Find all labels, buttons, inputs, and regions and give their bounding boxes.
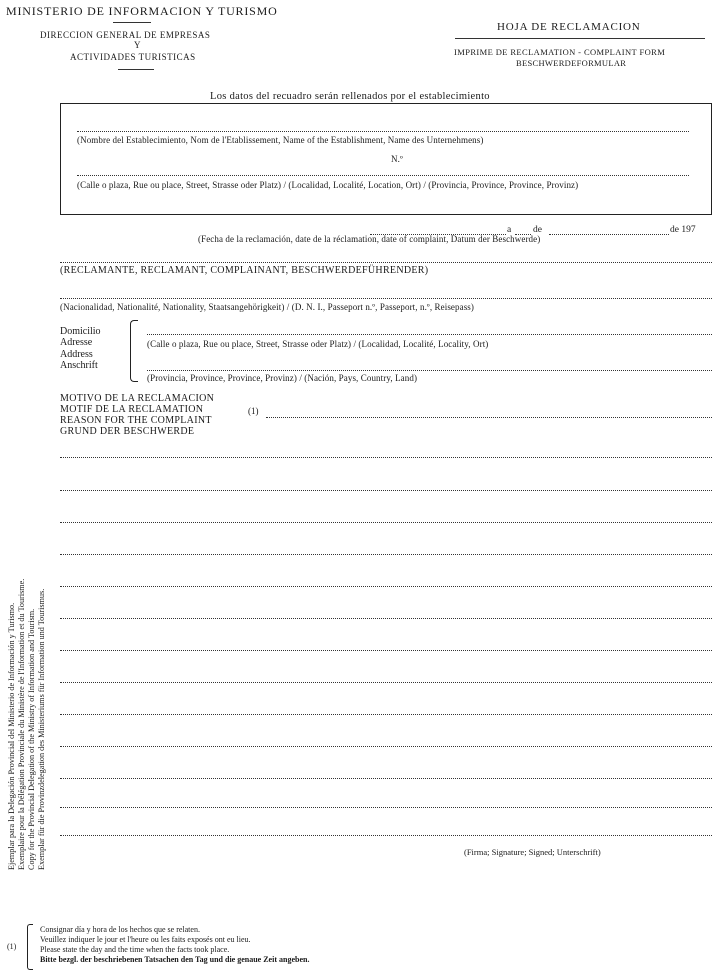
copy-designation [6,430,50,870]
claimant-country-label: (Provincia, Province, Province, Provinz) / (Nación, Pays, Country, Land) [147,373,418,383]
footnote-reference: (1) [248,406,259,416]
complaint-line[interactable] [60,554,712,555]
direction-line-2: ACTIVIDADES TURISTICAS [70,52,196,62]
nationality-field[interactable] [60,298,712,299]
footnote-line: Please state the day and the time when the facts took place. [40,945,230,954]
domicile-label: Anschrift [60,360,98,371]
claimant-label: (RECLAMANTE, RECLAMANT, COMPLAINANT, BESCHWERDEFÜHRENDER) [60,265,429,276]
claimant-address-field[interactable] [147,334,712,335]
header-divider [118,69,154,70]
motive-label: MOTIVO DE LA RECLAMACION [60,393,215,404]
date-a-label: a [507,225,512,235]
header-divider [113,22,151,23]
domicile-brace [130,320,138,382]
motive-label: GRUND DER BESCHWERDE [60,426,195,437]
establishment-address-label: (Calle o plaza, Rue ou place, Street, Strasse oder Platz) / (Localidad, Localité, Location, Ort) / (Provincia, Province, Province, Provinz) [77,180,579,190]
signature-label: (Firma; Signature; Signed; Unterschrift) [464,847,601,857]
complaint-line[interactable] [60,457,712,458]
direction-conjunction: Y [134,40,141,50]
footnote-line: Bitte bezgl. der beschriebenen Tatsachen den Tag und die genaue Zeit angeben. [40,955,310,964]
copy-note-german: Exemplar für die Provinzdelegation des Ministeriums für Information und Tourismus. [37,588,46,870]
complaint-line[interactable] [60,618,712,619]
claimant-country-field[interactable] [147,370,712,371]
establishment-name-label: (Nombre del Establecimiento, Nom de l'Etablissement, Name of the Establishment, Name des Unternehmens) [77,135,484,145]
box-instruction: Los datos del recuadro serán rellenados por el establecimiento [210,91,490,102]
copy-note-english: Copy for the Provincial Delegation of the Ministry of Information and Tourism. [27,608,36,870]
copy-note-spanish: Ejemplar para la Delegación Provincial del Ministerio de Información y Turismo. [7,602,16,870]
complaint-line[interactable] [60,682,712,683]
ministry-name: MINISTERIO DE INFORMACION Y TURISMO [6,4,278,18]
date-year-label: de 197 [670,225,696,235]
claimant-name-field[interactable] [60,262,712,263]
domicile-label: Adresse [60,337,93,348]
footnote-mark: (1) [7,942,17,951]
direction-line-1: DIRECCION GENERAL DE EMPRESAS [40,30,211,40]
footnote-brace [27,924,33,970]
sheet-subtitle-german: BESCHWERDEFORMULAR [516,58,627,68]
motive-label: MOTIF DE LA RECLAMATION [60,404,204,415]
date-de-label: de [533,225,542,235]
sheet-subtitle: IMPRIME DE RECLAMATION - COMPLAINT FORM [454,47,666,57]
complaint-line[interactable] [60,522,712,523]
complaint-line[interactable] [60,807,712,808]
establishment-name-field[interactable] [77,131,689,132]
establishment-number-label: N.º [391,154,403,164]
footnote-line: Consignar día y hora de los hechos que se relaten. [40,925,200,934]
complaint-line[interactable] [60,746,712,747]
establishment-address-field[interactable] [77,175,689,176]
date-month-field[interactable] [549,234,669,235]
complaint-line[interactable] [266,417,712,418]
complaint-line[interactable] [60,586,712,587]
footnote-line: Veuillez indiquer le jour et l'heure ou les faits exposés ont eu lieu. [40,935,251,944]
claimant-address-label: (Calle o plaza, Rue ou place, Street, Strasse oder Platz) / (Localidad, Localité, Locality, Ort) [147,339,489,349]
complaint-line[interactable] [60,835,712,836]
motive-label: REASON FOR THE COMPLAINT [60,415,212,426]
complaint-line[interactable] [60,650,712,651]
complaint-line[interactable] [60,714,712,715]
complaint-line[interactable] [60,778,712,779]
sheet-title: HOJA DE RECLAMACION [497,21,641,33]
nationality-label: (Nacionalidad, Nationalité, Nationality, Staatsangehörigkeit) / (D. N. I., Passeport n.º, Passeport, n.º, Reisepass) [60,302,475,312]
complaint-line[interactable] [60,490,712,491]
copy-note-french: Exemplaire pour la Délégation Provinciale du Ministère de l'Information et du Tourisme. [17,578,26,870]
domicile-label: Domicilio [60,326,101,337]
domicile-label: Address [60,349,93,360]
title-divider [455,38,705,39]
establishment-box [60,103,712,215]
date-label: (Fecha de la reclamación, date de la réclamation, date of complaint, Datum der Beschwerde) [198,234,541,244]
